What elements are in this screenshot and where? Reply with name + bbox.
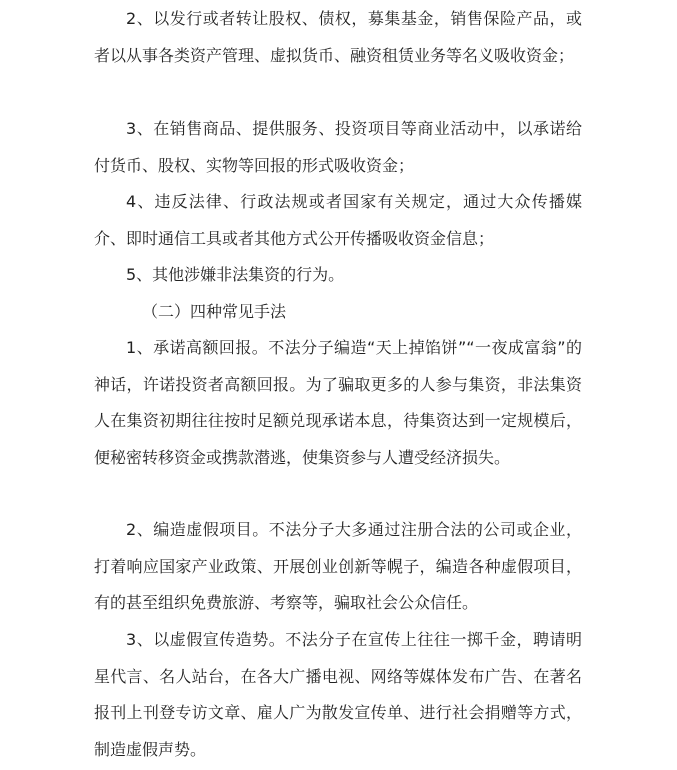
method-1-paragraph: 1、承诺高额回报。不法分子编造“天上掉馅饼”“一夜成富翁”的神话，许诺投资者高额回报。为了骗取更多的人参与集资，非法集资人在集资初期往往按时足额兑现承诺本息，待集资达到一定规模后，便秘密转移资金或携款潜逃，使集资参与人遭受经济损失。: [94, 338, 582, 467]
method-2-paragraph: 2、编造虚假项目。不法分子大多通过注册合法的公司或企业，打着响应国家产业政策、开展创业创新等幌子，编造各种虚假项目，有的甚至组织免费旅游、考察等，骗取社会公众信任。: [94, 520, 582, 612]
list-item-4: 4、违反法律、行政法规或者国家有关规定，通过大众传播媒介、即时通信工具或者其他方式公开传播吸收资金信息；: [94, 192, 582, 248]
list-item-2: 2、以发行或者转让股权、债权，募集基金，销售保险产品，或者以从事各类资产管理、虚拟货币、融资租赁业务等名义吸收资金；: [94, 9, 582, 65]
list-item-5: 5、其他涉嫌非法集资的行为。: [126, 265, 345, 284]
list-item-3: 3、在销售商品、提供服务、投资项目等商业活动中，以承诺给付货币、股权、实物等回报的形式吸收资金；: [94, 119, 582, 175]
section-heading: （二）四种常见手法: [142, 302, 287, 321]
method-3-paragraph: 3、以虚假宣传造势。不法分子在宣传上往往一掷千金，聘请明星代言、名人站台，在各大广播电视、网络等媒体发布广告、在著名报刊上刊登专访文章、雇人广为散发宣传单、进行社会捐赠等方式，制造虚假声势。: [94, 630, 582, 759]
